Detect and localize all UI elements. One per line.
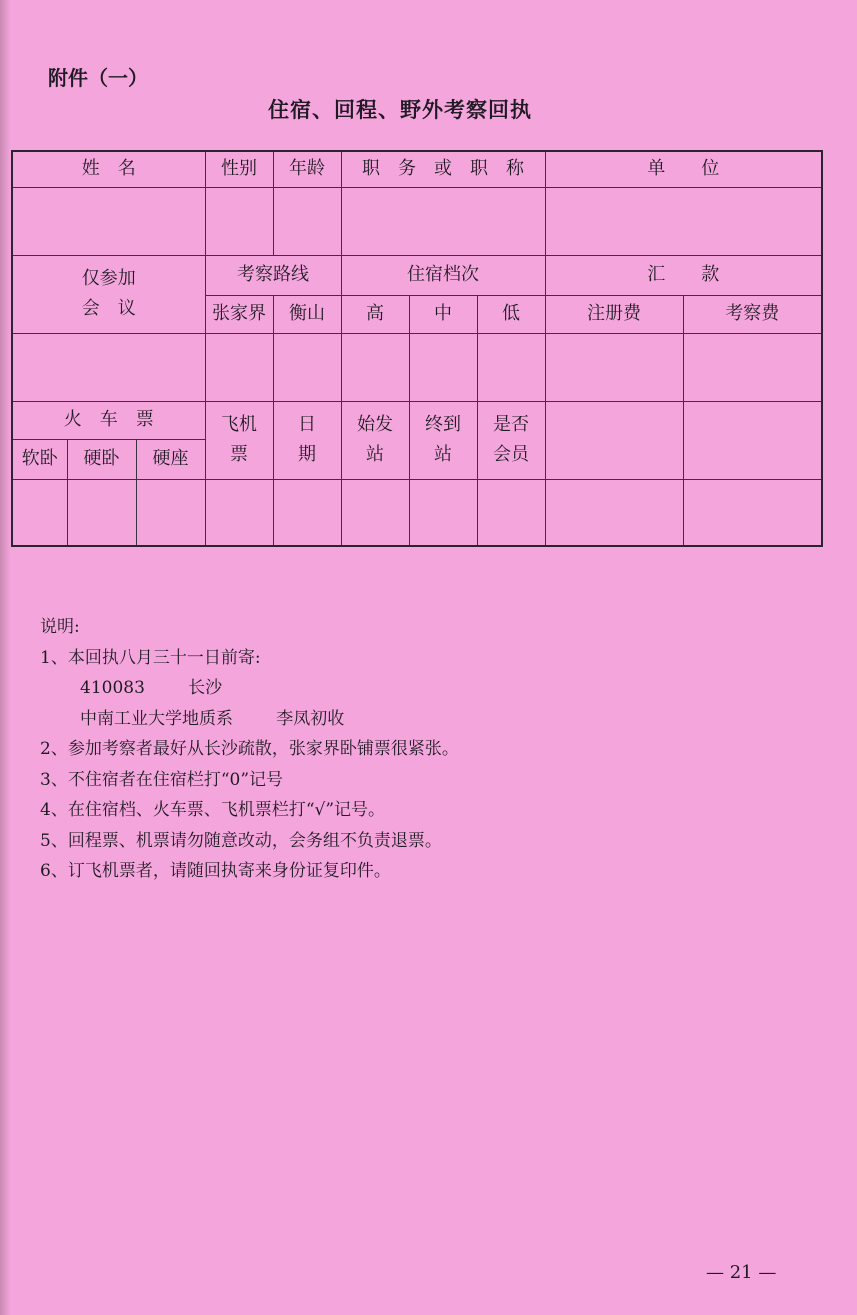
meeting-only-line1: 仅参加	[81, 268, 136, 289]
meeting-only-line2: 会 议	[81, 298, 136, 319]
note-1-address	[40, 673, 459, 704]
date-line2: 期	[298, 444, 316, 465]
origin-cell[interactable]	[341, 479, 409, 546]
header-hard-seat: 硬座	[136, 439, 205, 479]
header-destination	[409, 401, 477, 479]
header-route: 考察路线	[205, 255, 341, 295]
page-number: — 21 —	[706, 1262, 777, 1283]
origin-line2: 站	[366, 444, 384, 465]
blank-header-tour	[683, 401, 822, 479]
hengshan-cell[interactable]	[273, 333, 341, 401]
meeting-only-cell[interactable]	[12, 333, 205, 401]
notes-heading: 说明:	[40, 617, 80, 637]
header-lodging-low: 低	[477, 295, 545, 333]
name-cell[interactable]	[12, 187, 205, 255]
lodging-mid-cell[interactable]	[409, 333, 477, 401]
header-age: 年龄	[273, 151, 341, 187]
destination-line2: 站	[434, 444, 452, 465]
header-plane	[205, 401, 273, 479]
member-line2: 会员	[493, 444, 529, 465]
member-cell[interactable]	[477, 479, 545, 546]
tour-fee-cell[interactable]	[683, 333, 822, 401]
header-hengshan: 衡山	[273, 295, 341, 333]
note-2: 2、参加考察者最好从长沙疏散，张家界卧铺票很紧张。	[40, 739, 459, 759]
notes-section	[40, 612, 459, 887]
note-5: 5、回程票、机票请勿随意改动，会务组不负责退票。	[40, 830, 442, 851]
attachment-label: 附件（一）	[48, 66, 148, 90]
blank-cell-reg[interactable]	[545, 479, 683, 546]
origin-line1: 始发	[357, 414, 393, 435]
note-3: 3、不住宿者在住宿栏打“0”记号	[40, 769, 284, 790]
age-cell[interactable]	[273, 187, 341, 255]
header-lodging: 住宿档次	[341, 255, 545, 295]
blank-header-reg	[545, 401, 683, 479]
header-lodging-high: 高	[341, 295, 409, 333]
page-edge	[0, 0, 10, 1315]
blank-cell-tour[interactable]	[683, 479, 822, 546]
header-origin	[341, 401, 409, 479]
header-member	[477, 401, 545, 479]
header-train: 火 车 票	[12, 401, 205, 439]
zhangjiajie-cell[interactable]	[205, 333, 273, 401]
member-line1: 是否	[493, 414, 529, 435]
note-1: 1、本回执八月三十一日前寄:	[40, 647, 261, 668]
soft-sleeper-cell[interactable]	[12, 479, 67, 546]
plane-cell[interactable]	[205, 479, 273, 546]
header-soft-sleeper: 软卧	[12, 439, 67, 479]
city: 长沙	[188, 678, 223, 698]
header-lodging-mid: 中	[409, 295, 477, 333]
date-line1: 日	[298, 414, 316, 435]
note-4: 4、在住宿档、火车票、飞机票栏打“√”记号。	[40, 800, 386, 820]
gender-cell[interactable]	[205, 187, 273, 255]
header-tour-fee: 考察费	[683, 295, 822, 333]
position-cell[interactable]	[341, 187, 545, 255]
hard-seat-cell[interactable]	[136, 479, 205, 546]
unit-cell[interactable]	[545, 187, 822, 255]
header-name: 姓 名	[12, 151, 205, 187]
hard-sleeper-cell[interactable]	[67, 479, 136, 546]
plane-line1: 飞机	[221, 414, 257, 435]
date-cell[interactable]	[273, 479, 341, 546]
note-1-recipient	[40, 704, 459, 735]
destination-line1: 终到	[425, 414, 461, 435]
postal-code: 410083	[80, 678, 145, 698]
lodging-low-cell[interactable]	[477, 333, 545, 401]
header-unit: 单 位	[545, 151, 822, 187]
header-meeting-only	[12, 255, 205, 333]
form-title: 住宿、回程、野外考察回执	[268, 97, 532, 122]
department: 中南工业大学地质系	[80, 708, 233, 729]
header-date	[273, 401, 341, 479]
destination-cell[interactable]	[409, 479, 477, 546]
plane-line2: 票	[230, 444, 248, 465]
header-hard-sleeper: 硬卧	[67, 439, 136, 479]
header-gender: 性别	[205, 151, 273, 187]
header-position: 职 务 或 职 称	[341, 151, 545, 187]
recipient: 李凤初收	[276, 708, 345, 729]
note-6: 6、订飞机票者，请随回执寄来身份证复印件。	[40, 861, 391, 881]
reg-fee-cell[interactable]	[545, 333, 683, 401]
header-zhangjiajie: 张家界	[205, 295, 273, 333]
receipt-form-table	[11, 150, 823, 547]
header-reg-fee: 注册费	[545, 295, 683, 333]
lodging-high-cell[interactable]	[341, 333, 409, 401]
header-remit: 汇 款	[545, 255, 822, 295]
